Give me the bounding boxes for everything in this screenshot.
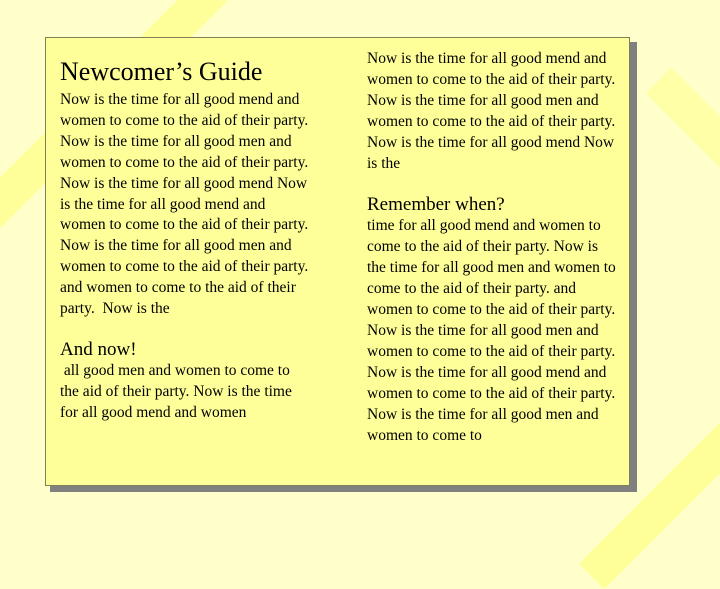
left-section-text: all good men and women to come to the aid of their party. Now is the time for all good mend and women: [60, 361, 296, 421]
right-column: [367, 49, 623, 446]
content-card: [45, 37, 630, 486]
left-column: [60, 56, 316, 424]
decorative-stripe: [646, 68, 720, 192]
right-section-text: time for all good mend and women to come to the aid of their party. Now is the time for all good men and women to come to the aid of their party. and women to come to the aid of their party. Now is the time for all good men and women to come to the aid of their party. Now is the time for all good mend and women to come to the aid of their party. Now is the time for all good men and women to come to: [367, 217, 623, 444]
spacer: [367, 174, 619, 194]
page-title: Newcomer’s Guide: [60, 57, 263, 86]
left-intro-text: Now is the time for all good mend and women to come to the aid of their party. Now is the time for all good men and women to come to the aid of their party. Now is the time for all good mend Now is the time for all good mend and women to come to the aid of their party. Now is the time for all good men and women to come to the aid of their party. and women to come to the aid of their party. Now is the: [60, 91, 316, 318]
section-heading-remember-when: Remember when?: [367, 194, 505, 216]
spacer: [60, 320, 312, 339]
right-intro-text: Now is the time for all good mend and women to come to the aid of their party. Now is the time for all good men and women to come to the aid of their party. Now is the time for all good mend Now is the: [367, 50, 623, 172]
section-heading-and-now: And now!: [60, 338, 137, 360]
